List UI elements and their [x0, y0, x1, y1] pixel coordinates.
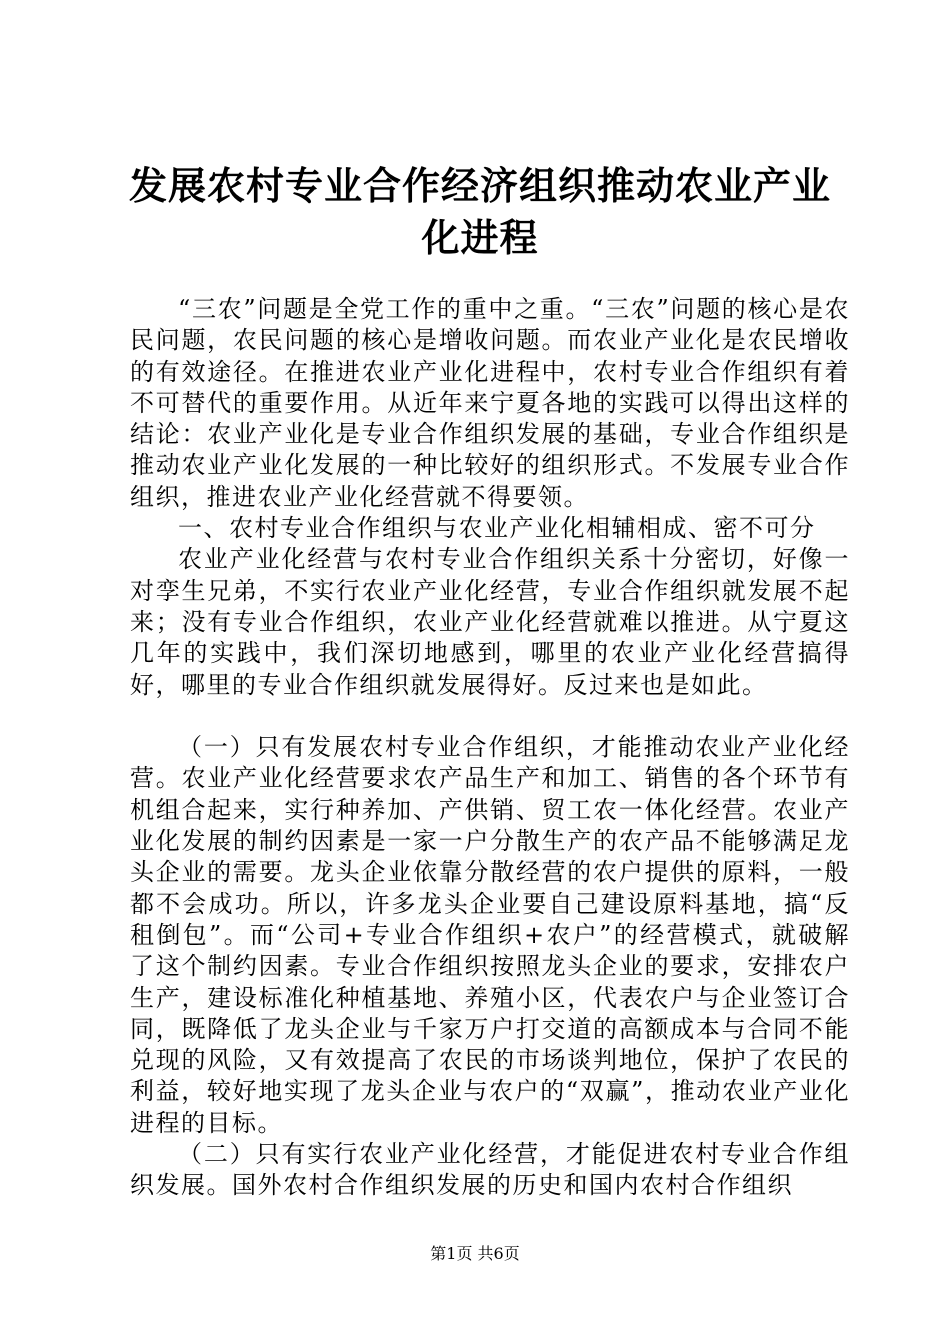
paragraph-relationship: 农业产业化经营与农村专业合作组织关系十分密切，好像一对孪生兄弟，不实行农业产业化经营，专业合作组织就发展不起来；没有专业合作组织，农业产业化经营就难以推进。从宁夏这几年的实践中，我们深切地感到，哪里的农业产业化经营搞得好，哪里的专业合作组织就发展得好。反过来也是如此。 — [130, 545, 850, 699]
document-body — [130, 294, 850, 1202]
paragraph-spacer — [130, 701, 850, 732]
section-heading-1: 一、农村专业合作组织与农业产业化相辅相成、密不可分 — [178, 514, 816, 543]
document-title: 发展农村专业合作经济组织推动农业产业化进程 — [128, 164, 831, 260]
paragraph-point-1: （一）只有发展农村专业合作组织，才能推动农业产业化经营。农业产业化经营要求农产品生产和加工、销售的各个环节有机组合起来，实行种养加、产供销、贸工农一体化经营。农业产业化发展的制约因素是一家一户分散生产的农产品不能够满足龙头企业的需要。龙头企业依靠分散经营的农户提供的原料，一般都不会成功。所以，许多龙头企业要自己建设原料基地，搞“反租倒包”。而“公司+专业合作组织+农户”的经营模式，就破解了这个制约因素。专业合作组织按照龙头企业的要求，安排农户生产，建设标准化种植基地、养殖小区，代表农户与企业签订合同，既降低了龙头企业与千家万户打交道的高额成本与合同不能兑现的风险，又有效提高了农民的市场谈判地位，保护了农民的利益，较好地实现了龙头企业与农户的“双赢”，推动农业产业化进程的目标。 — [130, 733, 850, 1137]
paragraph-point-2: （二）只有实行农业产业化经营，才能促进农村专业合作组织发展。国外农村合作组织发展的历史和国内农村合作组织 — [130, 1140, 850, 1200]
paragraph-intro: “三农”问题是全党工作的重中之重。“三农”问题的核心是农民问题，农民问题的核心是增收问题。而农业产业化是农民增收的有效途径。在推进农业产业化进程中，农村专业合作组织有着不可替代的重要作用。从近年来宁夏各地的实践可以得出这样的结论：农业产业化是专业合作组织发展的基础，专业合作组织是推动农业产业化发展的一种比较好的组织形式。不发展专业合作组织，推进农业产业化经营就不得要领。 — [130, 295, 850, 511]
page-footer: 第1页 共6页 — [430, 1244, 520, 1263]
